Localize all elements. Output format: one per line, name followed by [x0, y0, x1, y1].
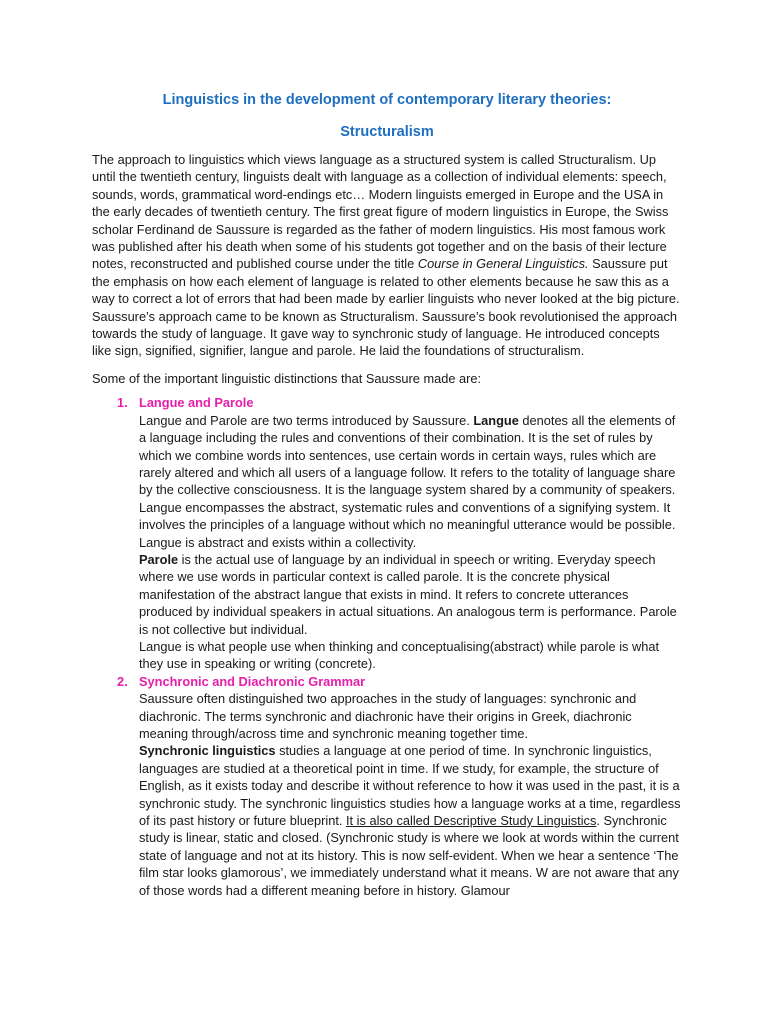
- distinctions-intro: Some of the important linguistic distinctions that Saussure made are:: [92, 370, 482, 386]
- book-title: Course in General Linguistics.: [417, 256, 589, 272]
- item-paragraph: Langue is what people use when thinking and conceptualising(abstract) while parole is what they use in speaking or writing (concrete).: [139, 638, 660, 672]
- list-number: 2.: [117, 673, 128, 689]
- underlined-text: It is also called Descriptive Study Linguistics: [345, 813, 597, 829]
- list-item-synchronic-diachronic: [92, 673, 682, 899]
- distinctions-list: [92, 394, 682, 899]
- intro-paragraph: [92, 151, 682, 360]
- term-langue: Langue: [473, 412, 519, 428]
- item-paragraph: [139, 412, 682, 551]
- item-heading: Langue and Parole: [139, 395, 254, 411]
- term-synchronic-linguistics: Synchronic linguistics: [139, 743, 276, 759]
- item-heading: Synchronic and Diachronic Grammar: [139, 673, 366, 689]
- item-paragraph: [139, 742, 682, 899]
- intro-text-part2: Saussure put the emphasis on how each element of language is related to other elements because he saw this as a way to correct a lot of errors that had been made by earlier linguists who never looked at the big picture. Saussure’s approach came to be known as Structuralism. Saussure’s book revolutionised the approach towards the study of language. It gave way to synchronic study of language. He introduced concepts like sign, signified, signifier, langue and parole. He laid the foundations of structuralism.: [92, 256, 680, 359]
- document-title: Linguistics in the development of contemporary literary theories:: [162, 92, 612, 108]
- section-title: Structuralism: [340, 124, 434, 140]
- text-run: . Synchronic study is linear, static and closed. (Synchronic study is where we look at words within the current state of language and not at its history. This is now self-evident. When we hear a sentence ‘The film star looks glamorous’, we immediately understand what it means. W are not aware that any of those words had a different meaning before in history. Glamour: [139, 813, 679, 898]
- intro-text-part1: The approach to linguistics which views language as a structured system is called Structuralism. Up until the twentieth century, linguists dealt with language as a collection of individual elements: speech, sounds, words, grammatical word-endings etc… Modern linguists emerged in Europe and the USA in the early decades of twentieth century. The first great figure of modern linguistics in Europe, the Swiss scholar Ferdinand de Saussure is regarded as the father of modern linguistics. His most famous work was published after his death when some of his students got together and on the basis of their lecture notes, reconstructed and published course under the title: [92, 152, 669, 272]
- list-number: 1.: [117, 395, 128, 411]
- text-run: denotes all the elements of a language including the rules and conventions of their combination. It is the set of rules by which we combine words into sentences, use certain words in certain ways, rules which are rarely altered and which all users of a language follow. It refers to the totality of language share by the collective consciousness. It is the language system shared by a community of speakers. Langue encompasses the abstract, systematic rules and conventions of a signifying system. It involves the principles of a language without which no meaningful utterance would be possible. Langue is abstract and exists within a collectivity.: [139, 412, 676, 550]
- text-run: studies a language at one period of time. In synchronic linguistics, languages are studied at a theoretical point in time. If we study, for example, the structure of English, as it exists today and describe it without reference to how it was used in the past, it is a synchronic study. The synchronic linguistics studies how a language works at a time, regardless of its past history or future blueprint.: [139, 743, 681, 829]
- text-run: Langue and Parole are two terms introduced by Saussure.: [139, 412, 474, 428]
- text-run: is the actual use of language by an individual in speech or writing. Everyday speech where we use words in particular context is called parole. It is the concrete physical manifestation of the abstract langue that exists in mind. It refers to concrete utterances produced by individual speakers in actual situations. An analogous term is performance. Parole is not collective but individual.: [139, 551, 677, 637]
- item-paragraph: Saussure often distinguished two approaches in the study of languages: synchronic and diachronic. The terms synchronic and diachronic have their origins in Greek, diachronic meaning through/across time and synchronic meaning together time.: [139, 691, 637, 741]
- list-item-langue-parole: [92, 394, 682, 673]
- term-parole: Parole: [139, 551, 179, 567]
- item-paragraph: [139, 551, 682, 638]
